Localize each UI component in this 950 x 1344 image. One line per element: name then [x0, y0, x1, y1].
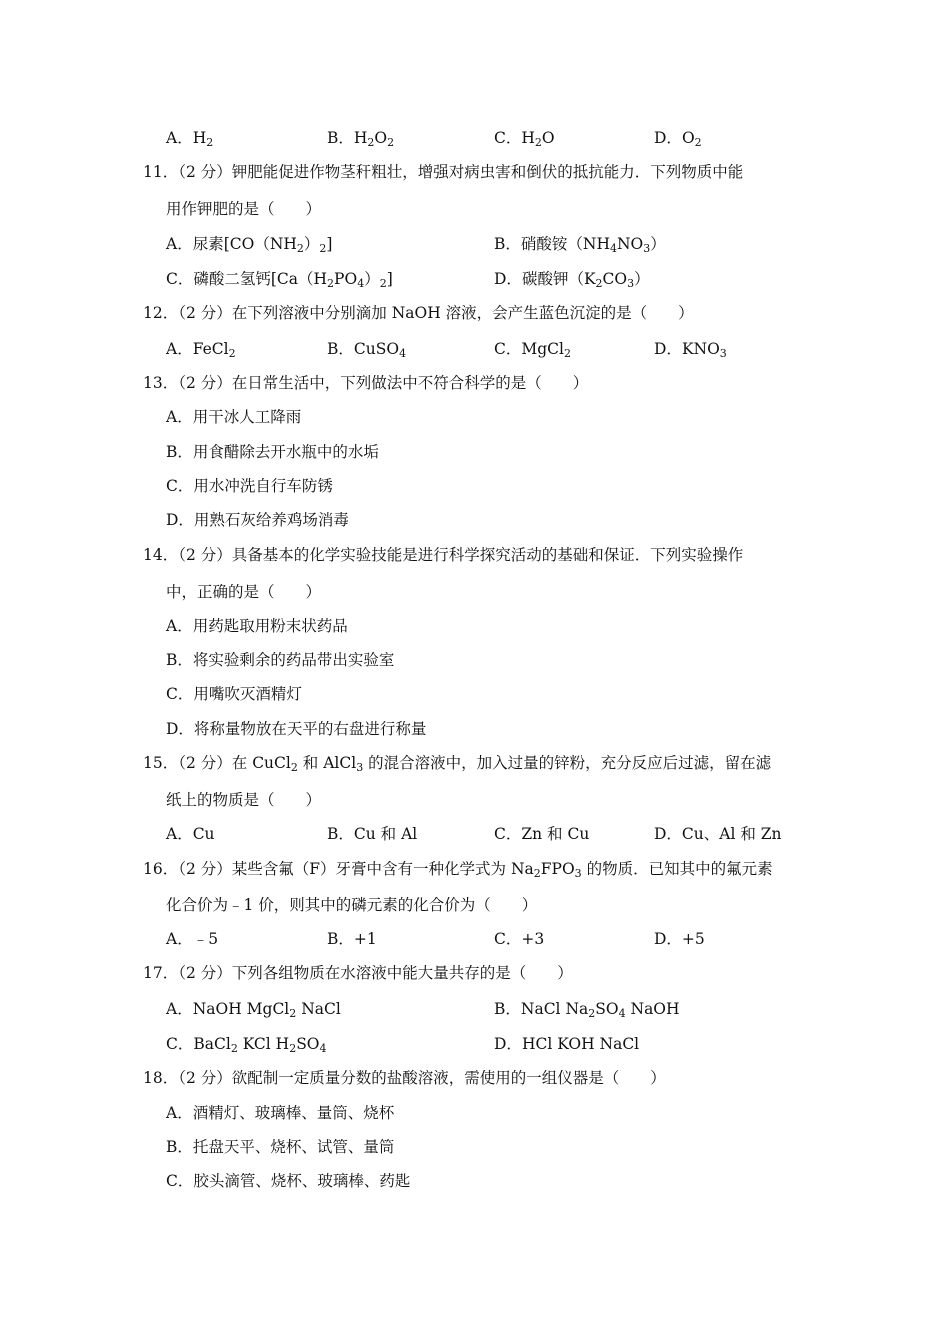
- q15-stem-cont: 纸上的物质是（ ）: [166, 791, 322, 809]
- q14-stem: 14．（2 分）具备基本的化学实验技能是进行科学探究活动的基础和保证．下列实验操作: [143, 546, 744, 564]
- question-number: 18．: [143, 1069, 179, 1087]
- q11-option-a: A．尿素$[CO(NH_2)_2]$: [166, 235, 333, 255]
- question-number: 11．: [143, 163, 179, 181]
- q17-option-c: C．BaCl$_2$ KCl $H_2SO_4$: [166, 1035, 327, 1055]
- q14-option-c: C．用嘴吹灭酒精灯: [166, 685, 302, 703]
- q12-option-a: A．FeCl$_2$: [166, 340, 236, 360]
- q15-stem: 15．（2 分）在 CuCl$_2$ 和 AlCl$_3$ 的混合溶液中，加入过量的锌粉，充分反应后过滤，留在滤: [143, 754, 772, 774]
- q16-stem: 16．（2 分）某些含氟（F）牙膏中含有一种化学式为 $Na_2FPO_3$ 的物质．已知其中的氟元素: [143, 860, 773, 880]
- q11-stem: 11．（2 分）钾肥能促进作物茎秆粗壮，增强对病虫害和倒伏的抵抗能力．下列物质中能: [143, 163, 744, 181]
- q17-stem: 17．（2 分）下列各组物质在水溶液中能大量共存的是（ ）: [143, 964, 573, 982]
- q17-option-a: A．NaOH MgCl$_2$ NaCl: [166, 1000, 341, 1020]
- q12-option-d: D．$KNO_3$: [654, 340, 727, 360]
- q13-option-d: D．用熟石灰给养鸡场消毒: [166, 511, 349, 529]
- q18-option-a: A．酒精灯、玻璃棒、量筒、烧杯: [166, 1104, 395, 1122]
- q10-option-c: C．$H_2O$: [494, 129, 555, 149]
- q16-option-a: A．﹣5: [166, 930, 219, 948]
- q16-option-c: C．+3: [494, 930, 545, 948]
- q14-stem-cont: 中，正确的是（ ）: [166, 583, 322, 601]
- question-number: 14．: [143, 546, 179, 564]
- q13-option-a: A．用干冰人工降雨: [166, 408, 302, 426]
- q15-option-d: D．Cu、Al 和 Zn: [654, 825, 782, 843]
- question-number: 12．: [143, 304, 179, 322]
- q16-option-d: D．+5: [654, 930, 705, 948]
- q14-option-d: D．将称量物放在天平的右盘进行称量: [166, 720, 427, 738]
- q14-option-b: B．将实验剩余的药品带出实验室: [166, 651, 395, 669]
- q15-option-b: B．Cu 和 Al: [327, 825, 418, 843]
- q18-stem: 18．（2 分）欲配制一定质量分数的盐酸溶液，需使用的一组仪器是（ ）: [143, 1069, 666, 1087]
- q10-option-d: D．$O_2$: [654, 129, 702, 149]
- q11-option-b: B．硝酸铵$(NH_4NO_3)$: [494, 235, 666, 255]
- q16-option-b: B．+1: [327, 930, 377, 948]
- q15-option-a: A．Cu: [166, 825, 215, 843]
- q17-option-b: B．NaCl $Na_2SO_4$ NaOH: [494, 1000, 680, 1020]
- q15-option-c: C．Zn 和 Cu: [494, 825, 590, 843]
- q13-option-b: B．用食醋除去开水瓶中的水垢: [166, 443, 379, 461]
- q11-stem-cont: 用作钾肥的是（ ）: [166, 200, 322, 218]
- q10-option-a: A．$H_2$: [166, 129, 214, 149]
- q12-option-b: B．CuSO$_4$: [327, 340, 407, 360]
- question-number: 13．: [143, 374, 179, 392]
- question-number: 15．: [143, 754, 179, 772]
- question-number: 16．: [143, 860, 179, 878]
- q14-option-a: A．用药匙取用粉末状药品: [166, 617, 348, 635]
- q10-option-b: B．$H_2O_2$: [327, 129, 395, 149]
- q12-stem: 12．（2 分）在下列溶液中分别滴加 NaOH 溶液，会产生蓝色沉淀的是（ ）: [143, 304, 694, 322]
- q18-option-c: C．胶头滴管、烧杯、玻璃棒、药匙: [166, 1172, 411, 1190]
- q16-stem-cont: 化合价为﹣1 价，则其中的磷元素的化合价为（ ）: [166, 896, 538, 914]
- q12-option-c: C．MgCl$_2$: [494, 340, 571, 360]
- question-number: 17．: [143, 964, 179, 982]
- q17-option-d: D．HCl KOH NaCl: [494, 1035, 640, 1053]
- q11-option-c: C．磷酸二氢钙$[Ca(H_2PO_4)_2]$: [166, 270, 393, 290]
- q11-option-d: D．碳酸钾$(K_2CO_3)$: [494, 270, 650, 290]
- q13-stem: 13．（2 分）在日常生活中，下列做法中不符合科学的是（ ）: [143, 374, 589, 392]
- q13-option-c: C．用水冲洗自行车防锈: [166, 477, 333, 495]
- q18-option-b: B．托盘天平、烧杯、试管、量筒: [166, 1138, 395, 1156]
